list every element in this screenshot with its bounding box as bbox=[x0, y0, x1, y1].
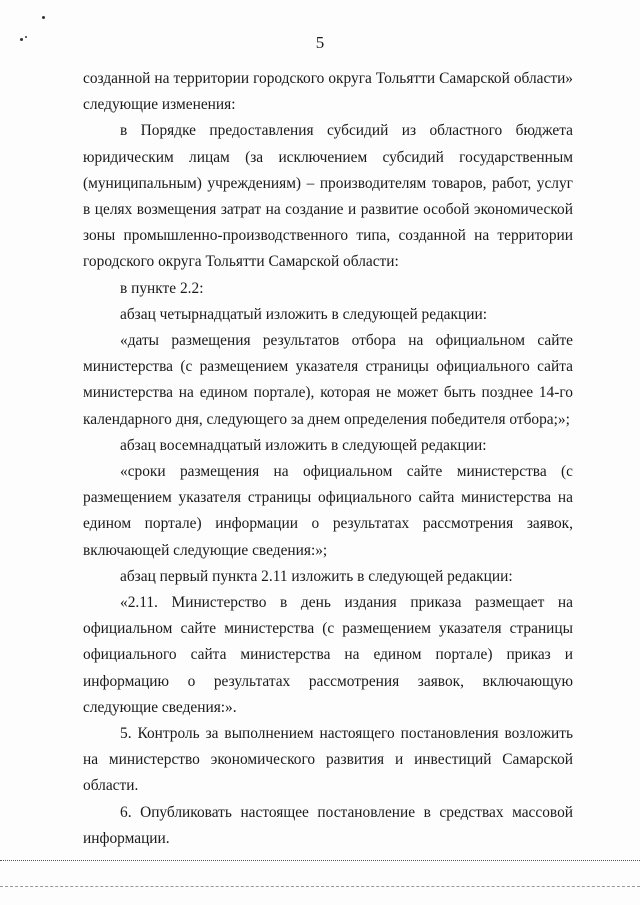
scan-artifact-line bbox=[0, 860, 640, 861]
document-body bbox=[83, 66, 573, 852]
paragraph-8: абзац первый пункта 2.11 изложить в следующей редакции: bbox=[120, 567, 513, 585]
page-number: 5 bbox=[315, 33, 325, 52]
paragraph-1: созданной на территории городского округа Тольятти Самарской области» следующие изменения: bbox=[83, 70, 573, 114]
paragraph-2: в Порядке предоставления субсидий из областного бюджета юридическим лицам (за исключением субсидий государственным (муниципальным) учреждениям) – производителям товаров, работ, услуг в целях возмещения затрат на создание и развитие особой экономической зоны промышленно-производственного типа, созданной на территории городского округа Тольятти Самарской области: bbox=[83, 122, 573, 271]
paragraph-5: «даты размещения результатов отбора на официальном сайте министерства (с размещением указателя страницы официального сайта министерства на едином портале), которая не может быть позднее 14-го календарного дня, следующего за днем определения победителя отбора;»; bbox=[83, 332, 573, 428]
paragraph-10: 5. Контроль за выполнением настоящего постановления возложить на министерство экономического развития и инвестиций Самарской области. bbox=[83, 725, 573, 795]
scan-speck bbox=[42, 16, 45, 19]
paragraph-11: 6. Опубликовать настоящее постановление в средствах массовой информации. bbox=[83, 803, 573, 847]
paragraph-4: абзац четырнадцатый изложить в следующей редакции: bbox=[120, 305, 487, 323]
paragraph-3: в пункте 2.2: bbox=[120, 279, 204, 297]
paragraph-6: абзац восемнадцатый изложить в следующей редакции: bbox=[120, 436, 487, 454]
paragraph-7: «сроки размещения на официальном сайте министерства (с размещением указателя страницы официального сайта министерства на едином портале) информации о результатах рассмотрения заявок, включающей следующие сведения:»; bbox=[83, 463, 573, 559]
scan-artifact-line bbox=[0, 886, 640, 887]
paragraph-9: «2.11. Министерство в день издания приказа размещает на официальном сайте министерства (с размещением указателя страницы официального сайта министерства на едином портале) приказ и информацию о результатах рассмотрения заявок, включающую следующие сведения:». bbox=[83, 594, 573, 716]
